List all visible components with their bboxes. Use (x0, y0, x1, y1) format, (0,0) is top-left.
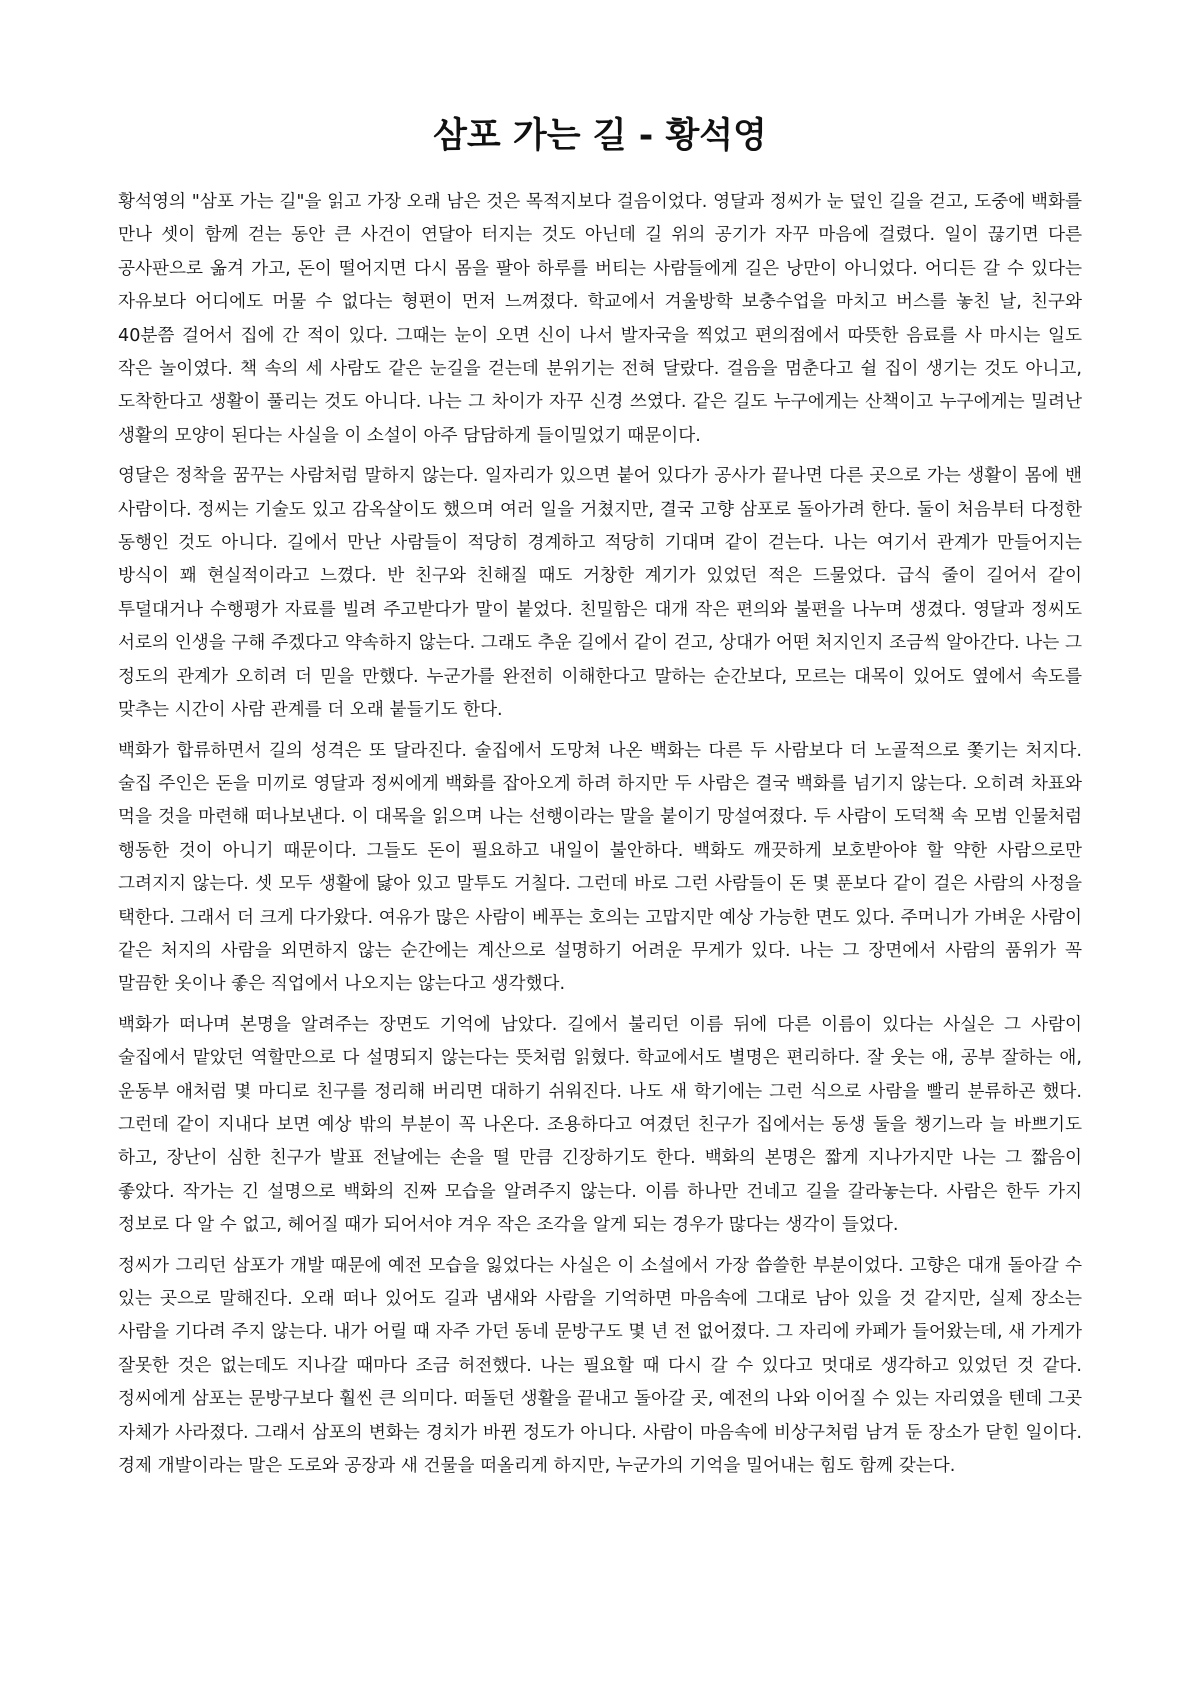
body-paragraph: 백화가 합류하면서 길의 성격은 또 달라진다. 술집에서 도망쳐 나온 백화는 다른 두 사람보다 더 노골적으로 쫓기는 처지다. 술집 주인은 돈을 미끼로 영달과 정씨에게 백화를 잡아오게 하려 하지만 두 사람은 결국 백화를 넘기지 않는다. 오히려 차표와 먹을 것을 마련해 떠나보낸다. 이 대목을 읽으며 나는 선행이라는 말을 붙이기 망설여졌다. 두 사람이 도덕책 속 모범 인물처럼 행동한 것이 아니기 때문이다. 그들도 돈이 필요하고 내일이 불안하다. 백화도 깨끗하게 보호받아야 할 약한 사람으로만 그려지지 않는다. 셋 모두 생활에 닳아 있고 말투도 거칠다. 그런데 바로 그런 사람들이 돈 몇 푼보다 같이 걸은 사람의 사정을 택한다. 그래서 더 크게 다가왔다. 여유가 많은 사람이 베푸는 호의는 고맙지만 예상 가능한 면도 있다. 주머니가 가벼운 사람이 같은 처지의 사람을 외면하지 않는 순간에는 계산으로 설명하기 어려운 무게가 있다. 나는 그 장면에서 사람의 품위가 꼭 말끔한 옷이나 좋은 직업에서 나오지는 않는다고 생각했다. (118, 740, 1082, 995)
body-paragraph: 영달은 정착을 꿈꾸는 사람처럼 말하지 않는다. 일자리가 있으면 붙어 있다가 공사가 끝나면 다른 곳으로 가는 생활이 몸에 밴 사람이다. 정씨는 기술도 있고 감옥살이도 했으며 여러 일을 거쳤지만, 결국 고향 삼포로 돌아가려 한다. 둘이 처음부터 다정한 동행인 것도 아니다. 길에서 만난 사람들이 적당히 경계하고 적당히 기대며 같이 걷는다. 나는 여기서 관계가 만들어지는 방식이 꽤 현실적이라고 느꼈다. 반 친구와 친해질 때도 거창한 계기가 있었던 적은 드물었다. 급식 줄이 길어서 같이 투덜대거나 수행평가 자료를 빌려 주고받다가 말이 붙었다. 친밀함은 대개 작은 편의와 불편을 나누며 생겼다. 영달과 정씨도 서로의 인생을 구해 주겠다고 약속하지 않는다. 그래도 추운 길에서 같이 걷고, 상대가 어떤 처지인지 조금씩 알아간다. 나는 그 정도의 관계가 오히려 더 믿을 만했다. 누군가를 완전히 이해한다고 말하는 순간보다, 모르는 대목이 있어도 옆에서 속도를 맞추는 시간이 사람 관계를 더 오래 붙들기도 한다. (118, 466, 1082, 721)
body-paragraph: 정씨가 그리던 삼포가 개발 때문에 예전 모습을 잃었다는 사실은 이 소설에서 가장 씁쓸한 부분이었다. 고향은 대개 돌아갈 수 있는 곳으로 말해진다. 오래 떠나 있어도 길과 냄새와 사람을 기억하면 마음속에 그대로 남아 있을 것 같지만, 실제 장소는 사람을 기다려 주지 않는다. 내가 어릴 때 자주 가던 동네 문방구도 몇 년 전 없어졌다. 그 자리에 카페가 들어왔는데, 새 가게가 잘못한 것은 없는데도 지나갈 때마다 조금 허전했다. 나는 필요할 때 다시 갈 수 있다고 멋대로 생각하고 있었던 것 같다. 정씨에게 삼포는 문방구보다 훨씬 큰 의미다. 떠돌던 생활을 끝내고 돌아갈 곳, 예전의 나와 이어질 수 있는 자리였을 텐데 그곳 자체가 사라졌다. 그래서 삼포의 변화는 경치가 바뀐 정도가 아니다. 사람이 마음속에 비상구처럼 남겨 둔 장소가 닫힌 일이다. 경제 개발이라는 말은 도로와 공장과 새 건물을 떠올리게 하지만, 누군가의 기억을 밀어내는 힘도 함께 갖는다. (118, 1255, 1082, 1477)
body-paragraph: 백화가 떠나며 본명을 알려주는 장면도 기억에 남았다. 길에서 불리던 이름 뒤에 다른 이름이 있다는 사실은 그 사람이 술집에서 맡았던 역할만으로 다 설명되지 않는다는 뜻처럼 읽혔다. 학교에서도 별명은 편리하다. 잘 웃는 애, 공부 잘하는 애, 운동부 애처럼 몇 마디로 친구를 정리해 버리면 대하기 쉬워진다. 나도 새 학기에는 그런 식으로 사람을 빨리 분류하곤 했다. 그런데 같이 지내다 보면 예상 밖의 부분이 꼭 나온다. 조용하다고 여겼던 친구가 집에서는 동생 둘을 챙기느라 늘 바쁘기도 하고, 장난이 심한 친구가 발표 전날에는 손을 떨 만큼 긴장하기도 한다. 백화의 본명은 짧게 지나가지만 나는 그 짧음이 좋았다. 작가는 긴 설명으로 백화의 진짜 모습을 알려주지 않는다. 이름 하나만 건네고 길을 갈라놓는다. 사람은 한두 가지 정보로 다 알 수 없고, 헤어질 때가 되어서야 겨우 작은 조각을 알게 되는 경우가 많다는 생각이 들었다. (118, 1014, 1082, 1236)
document-page (118, 110, 1082, 1490)
document-title: 삼포 가는 길 - 황석영 (433, 116, 767, 156)
body-paragraph: 황석영의 "삼포 가는 길"을 읽고 가장 오래 남은 것은 목적지보다 걸음이었다. 영달과 정씨가 눈 덮인 길을 걷고, 도중에 백화를 만나 셋이 함께 걷는 동안 큰 사건이 연달아 터지는 것도 아닌데 길 위의 공기가 자꾸 마음에 걸렸다. 일이 끊기면 다른 공사판으로 옮겨 가고, 돈이 떨어지면 다시 몸을 팔아 하루를 버티는 사람들에게 길은 낭만이 아니었다. 어디든 갈 수 있다는 자유보다 어디에도 머물 수 없다는 형편이 먼저 느껴졌다. 학교에서 겨울방학 보충수업을 마치고 버스를 놓친 날, 친구와 40분쯤 걸어서 집에 간 적이 있다. 그때는 눈이 오면 신이 나서 발자국을 찍었고 편의점에서 따뜻한 음료를 사 마시는 일도 작은 놀이였다. 책 속의 세 사람도 같은 눈길을 걷는데 분위기는 전혀 달랐다. 걸음을 멈춘다고 쉴 집이 생기는 것도 아니고, 도착한다고 생활이 풀리는 것도 아니다. 나는 그 차이가 자꾸 신경 쓰였다. 같은 길도 누구에게는 산책이고 누구에게는 밀려난 생활의 모양이 된다는 사실을 이 소설이 아주 담담하게 들이밀었기 때문이다. (118, 192, 1082, 446)
